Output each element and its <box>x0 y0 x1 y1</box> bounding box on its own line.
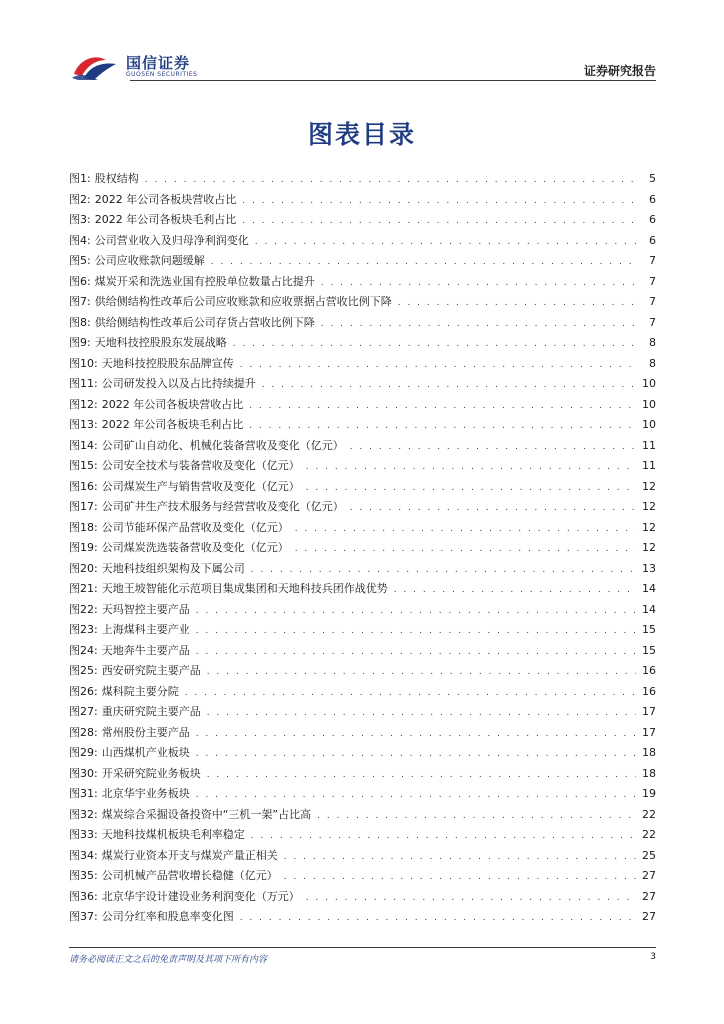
toc-entry-page: 10 <box>642 397 656 411</box>
toc-entry-title: 北京华宇设计建设业务利润变化（万元） <box>101 889 300 903</box>
toc-entry-label: 图30: <box>69 766 98 780</box>
toc-entry-page: 16 <box>642 664 656 677</box>
toc-entry-title: 重庆研究院主要产品 <box>101 705 201 718</box>
header-divider <box>130 80 656 81</box>
toc-entry-page: 19 <box>642 787 656 800</box>
toc-entry-label: 图9: <box>69 336 91 349</box>
toc-entry-label: 图17: <box>69 500 98 513</box>
toc-entry[interactable] <box>69 826 656 847</box>
toc-entry[interactable] <box>69 539 656 560</box>
toc-entry[interactable] <box>69 293 656 314</box>
toc-entry-label: 图26: <box>69 684 98 698</box>
toc-entry-label: 图34: <box>69 848 98 862</box>
toc-entry-page: 18 <box>642 766 656 780</box>
toc-entry-leader-dots <box>233 339 636 349</box>
toc-entry-label: 图6: <box>69 274 91 288</box>
toc-entry-leader-dots <box>321 319 636 329</box>
toc-entry-page: 12 <box>642 479 656 493</box>
toc-entry-leader-dots <box>207 708 636 718</box>
toc-entry-page: 6 <box>649 233 656 247</box>
toc-entry-label: 图2: <box>69 192 91 206</box>
toc-entry[interactable] <box>69 170 656 191</box>
toc-entry[interactable] <box>69 355 656 376</box>
toc-entry[interactable] <box>69 334 656 355</box>
toc-entry-page: 14 <box>642 582 656 595</box>
toc-entry-leader-dots <box>350 503 636 513</box>
toc-entry-title: 天地王坡智能化示范项目集成集团和天地科技兵团作战优势 <box>101 582 388 595</box>
toc-entry[interactable] <box>69 888 656 909</box>
toc-entry-title: 天玛智控主要产品 <box>101 602 190 616</box>
toc-entry-label: 图19: <box>69 541 98 554</box>
footer-disclaimer: 请务必阅读正文之后的免责声明及其项下所有内容 <box>69 955 268 965</box>
toc-entry-label: 图5: <box>69 254 91 267</box>
toc-entry-title: 公司安全技术与装备营收及变化（亿元） <box>101 459 300 472</box>
toc-entry-leader-dots <box>249 401 636 411</box>
logo-chinese-text: 国信证券 <box>126 54 191 72</box>
toc-entry-page: 12 <box>642 541 656 554</box>
toc-entry-title: 上海煤科主要产业 <box>101 623 190 636</box>
toc-entry-page: 6 <box>649 192 656 206</box>
toc-entry[interactable] <box>69 621 656 642</box>
toc-entry-page: 11 <box>642 438 656 452</box>
toc-entry-title: 常州股份主要产品 <box>101 725 190 739</box>
toc-entry-title: 公司节能环保产品营收及变化（亿元） <box>101 520 289 534</box>
toc-entry-title: 煤炭行业资本开支与煤炭产量正相关 <box>101 848 278 862</box>
toc-entry[interactable] <box>69 703 656 724</box>
toc-entry-page: 15 <box>642 623 656 636</box>
toc-entry-page: 8 <box>649 356 656 370</box>
toc-entry-page: 12 <box>642 500 656 513</box>
toc-entry-page: 14 <box>642 602 656 616</box>
toc-entry-leader-dots <box>317 811 636 821</box>
logo-english-text: GUOSEN SECURITIES <box>126 71 198 78</box>
toc-entry-page: 7 <box>649 254 656 267</box>
toc-entry-page: 10 <box>642 377 656 390</box>
toc-entry[interactable] <box>69 744 656 765</box>
toc-entry-label: 图28: <box>69 725 98 739</box>
toc-entry-title: 供给侧结构性改革后公司应收账款和应收票据占营收比例下降 <box>94 295 392 308</box>
toc-entry-page: 27 <box>642 889 656 903</box>
toc-entry-page: 17 <box>642 705 656 718</box>
toc-entry[interactable] <box>69 314 656 335</box>
toc-entry-title: 供给侧结构性改革后公司存货占营收比例下降 <box>94 315 315 329</box>
toc-entry-label: 图20: <box>69 561 98 575</box>
toc-entry-label: 图7: <box>69 295 91 308</box>
toc-entry-label: 图23: <box>69 623 98 636</box>
footer-divider <box>69 947 656 948</box>
toc-entry-leader-dots <box>306 893 636 903</box>
toc-entry-title: 2022 年公司各板块营收占比 <box>94 192 237 206</box>
toc-entry[interactable] <box>69 642 656 663</box>
toc-entry[interactable] <box>69 806 656 827</box>
guosen-logo-icon <box>70 52 122 82</box>
toc-entry[interactable] <box>69 416 656 437</box>
toc-entry[interactable] <box>69 437 656 458</box>
toc-entry-label: 图32: <box>69 807 98 821</box>
toc-entry-page: 15 <box>642 643 656 657</box>
toc-entry[interactable] <box>69 765 656 786</box>
toc-entry[interactable] <box>69 683 656 704</box>
toc-entry-page: 22 <box>642 807 656 821</box>
toc-entry[interactable] <box>69 724 656 745</box>
toc-entry-page: 7 <box>649 274 656 288</box>
toc-entry-title: 公司研发投入以及占比持续提升 <box>101 377 256 390</box>
toc-entry-label: 图29: <box>69 746 98 759</box>
toc-entry[interactable] <box>69 908 656 929</box>
toc-entry-label: 图10: <box>69 356 98 370</box>
toc-entry-label: 图24: <box>69 643 98 657</box>
toc-entry-title: 煤科院主要分院 <box>101 684 179 698</box>
toc-entry-leader-dots <box>350 442 636 452</box>
toc-entry-leader-dots <box>207 667 636 677</box>
toc-entry-title: 开采研究院业务板块 <box>101 766 201 780</box>
toc-entry-leader-dots <box>251 831 636 841</box>
toc-entry-title: 公司煤炭洗选装备营收及变化（亿元） <box>101 541 289 554</box>
footer-page-number: 3 <box>650 952 656 962</box>
toc-entry-title: 山西煤机产业板块 <box>101 746 190 759</box>
toc-entry-leader-dots <box>242 216 636 226</box>
toc-entry-label: 图35: <box>69 869 98 882</box>
toc-entry-leader-dots <box>398 298 636 308</box>
toc-entry[interactable] <box>69 785 656 806</box>
toc-entry-label: 图14: <box>69 438 98 452</box>
toc-entry[interactable] <box>69 478 656 499</box>
toc-entry[interactable] <box>69 191 656 212</box>
toc-entry-title: 公司分红率和股息率变化图 <box>101 910 234 923</box>
toc-entry-page: 12 <box>642 520 656 534</box>
toc-entry-label: 图3: <box>69 213 91 226</box>
toc-entry-label: 图31: <box>69 787 98 800</box>
toc-entry-label: 图37: <box>69 910 98 923</box>
toc-entry-leader-dots <box>211 257 636 267</box>
toc-entry-leader-dots <box>262 380 636 390</box>
toc-entry[interactable] <box>69 232 656 253</box>
report-type-label: 证券研究报告 <box>583 64 656 78</box>
toc-entry-label: 图11: <box>69 377 98 390</box>
toc-entry-page: 27 <box>642 910 656 923</box>
toc-entry-page: 25 <box>642 848 656 862</box>
toc-entry-title: 公司营业收入及归母净利润变化 <box>94 233 249 247</box>
toc-entry-leader-dots <box>207 770 636 780</box>
toc-entry-title: 北京华宇业务板块 <box>101 787 190 800</box>
toc-entry-page: 8 <box>649 336 656 349</box>
toc-entry-label: 图1: <box>69 172 91 185</box>
toc-entry-page: 5 <box>649 172 656 185</box>
toc-entry-label: 图22: <box>69 602 98 616</box>
toc-entry-leader-dots <box>196 606 636 616</box>
toc-entry-title: 2022 年公司各板块毛利占比 <box>101 418 244 431</box>
toc-entry-leader-dots <box>284 872 636 882</box>
toc-entry[interactable] <box>69 457 656 478</box>
toc-entry-title: 天地科技控股股东发展战略 <box>94 336 227 349</box>
toc-entry[interactable] <box>69 375 656 396</box>
toc-entry-title: 天地科技煤机板块毛利率稳定 <box>101 828 245 841</box>
toc-entry-page: 18 <box>642 746 656 759</box>
toc-entry-leader-dots <box>255 237 636 247</box>
toc-entry[interactable] <box>69 211 656 232</box>
toc-entry-leader-dots <box>306 483 636 493</box>
toc-entry[interactable] <box>69 847 656 868</box>
toc-entry-label: 图21: <box>69 582 98 595</box>
toc-entry[interactable] <box>69 396 656 417</box>
toc-entry-title: 天地科技组织架构及下属公司 <box>101 561 245 575</box>
toc-entry-leader-dots <box>196 729 636 739</box>
toc-entry-page: 7 <box>649 315 656 329</box>
toc-entry-title: 煤炭开采和洗选业国有控股单位数量占比提升 <box>94 274 315 288</box>
toc-entry-title: 煤炭综合采掘设备投资中“三机一架”占比高 <box>101 807 312 821</box>
toc-entry-leader-dots <box>185 688 636 698</box>
toc-entry[interactable] <box>69 252 656 273</box>
toc-entry[interactable] <box>69 580 656 601</box>
toc-entry-page: 10 <box>642 418 656 431</box>
toc-entry[interactable] <box>69 867 656 888</box>
toc-entry-label: 图36: <box>69 889 98 903</box>
toc-entry-page: 16 <box>642 684 656 698</box>
toc-entry-leader-dots <box>196 790 636 800</box>
toc-entry-page: 13 <box>642 561 656 575</box>
toc-entry-leader-dots <box>295 524 636 534</box>
toc-entry-leader-dots <box>394 585 636 595</box>
toc-entry[interactable] <box>69 601 656 622</box>
toc-entry[interactable] <box>69 498 656 519</box>
toc-entry-label: 图27: <box>69 705 98 718</box>
toc-entry-label: 图33: <box>69 828 98 841</box>
toc-entry-leader-dots <box>295 544 636 554</box>
toc-entry-leader-dots <box>306 462 636 472</box>
toc-entry-label: 图12: <box>69 397 98 411</box>
toc-entry-title: 股权结构 <box>94 172 139 185</box>
toc-entry-label: 图4: <box>69 233 91 247</box>
toc-entry-title: 公司应收账款问题缓解 <box>94 254 205 267</box>
toc-entry-title: 2022 年公司各板块营收占比 <box>101 397 244 411</box>
toc-entry-title: 公司矿井生产技术服务与经营营收及变化（亿元） <box>101 500 344 513</box>
toc-entry-label: 图13: <box>69 418 98 431</box>
toc-entry-leader-dots <box>240 360 636 370</box>
toc-entry-label: 图8: <box>69 315 91 329</box>
toc-entry-page: 11 <box>642 459 656 472</box>
guosen-logo <box>70 50 210 84</box>
toc-entry-page: 7 <box>649 295 656 308</box>
toc-entry-label: 图25: <box>69 664 98 677</box>
toc-entry-title: 公司煤炭生产与销售营收及变化（亿元） <box>101 479 300 493</box>
page-title: 图表目录 <box>307 120 416 149</box>
toc-entry-leader-dots <box>321 278 636 288</box>
toc-entry-leader-dots <box>242 196 636 206</box>
figure-table-of-contents <box>69 170 656 929</box>
toc-entry-title: 公司矿山自动化、机械化装备营收及变化（亿元） <box>101 438 344 452</box>
toc-entry-leader-dots <box>249 421 636 431</box>
toc-entry-title: 公司机械产品营收增长稳健（亿元） <box>101 869 278 882</box>
toc-entry-page: 6 <box>649 213 656 226</box>
toc-entry[interactable] <box>69 273 656 294</box>
toc-entry-leader-dots <box>284 852 636 862</box>
toc-entry-label: 图15: <box>69 459 98 472</box>
toc-entry-page: 27 <box>642 869 656 882</box>
toc-entry-label: 图18: <box>69 520 98 534</box>
toc-entry-page: 17 <box>642 725 656 739</box>
toc-entry-title: 天地科技控股股东品牌宣传 <box>101 356 234 370</box>
toc-entry[interactable] <box>69 560 656 581</box>
toc-entry-label: 图16: <box>69 479 98 493</box>
toc-entry-leader-dots <box>196 647 636 657</box>
toc-entry-title: 2022 年公司各板块毛利占比 <box>94 213 237 226</box>
toc-entry-leader-dots <box>251 565 636 575</box>
page-header <box>70 50 656 84</box>
toc-entry-page: 22 <box>642 828 656 841</box>
toc-entry-leader-dots <box>196 626 636 636</box>
toc-entry[interactable] <box>69 662 656 683</box>
toc-entry-leader-dots <box>240 913 636 923</box>
toc-entry-leader-dots <box>145 175 636 185</box>
toc-entry-title: 天地奔牛主要产品 <box>101 643 190 657</box>
toc-entry-leader-dots <box>196 749 636 759</box>
toc-entry-title: 西安研究院主要产品 <box>101 664 201 677</box>
toc-entry[interactable] <box>69 519 656 540</box>
